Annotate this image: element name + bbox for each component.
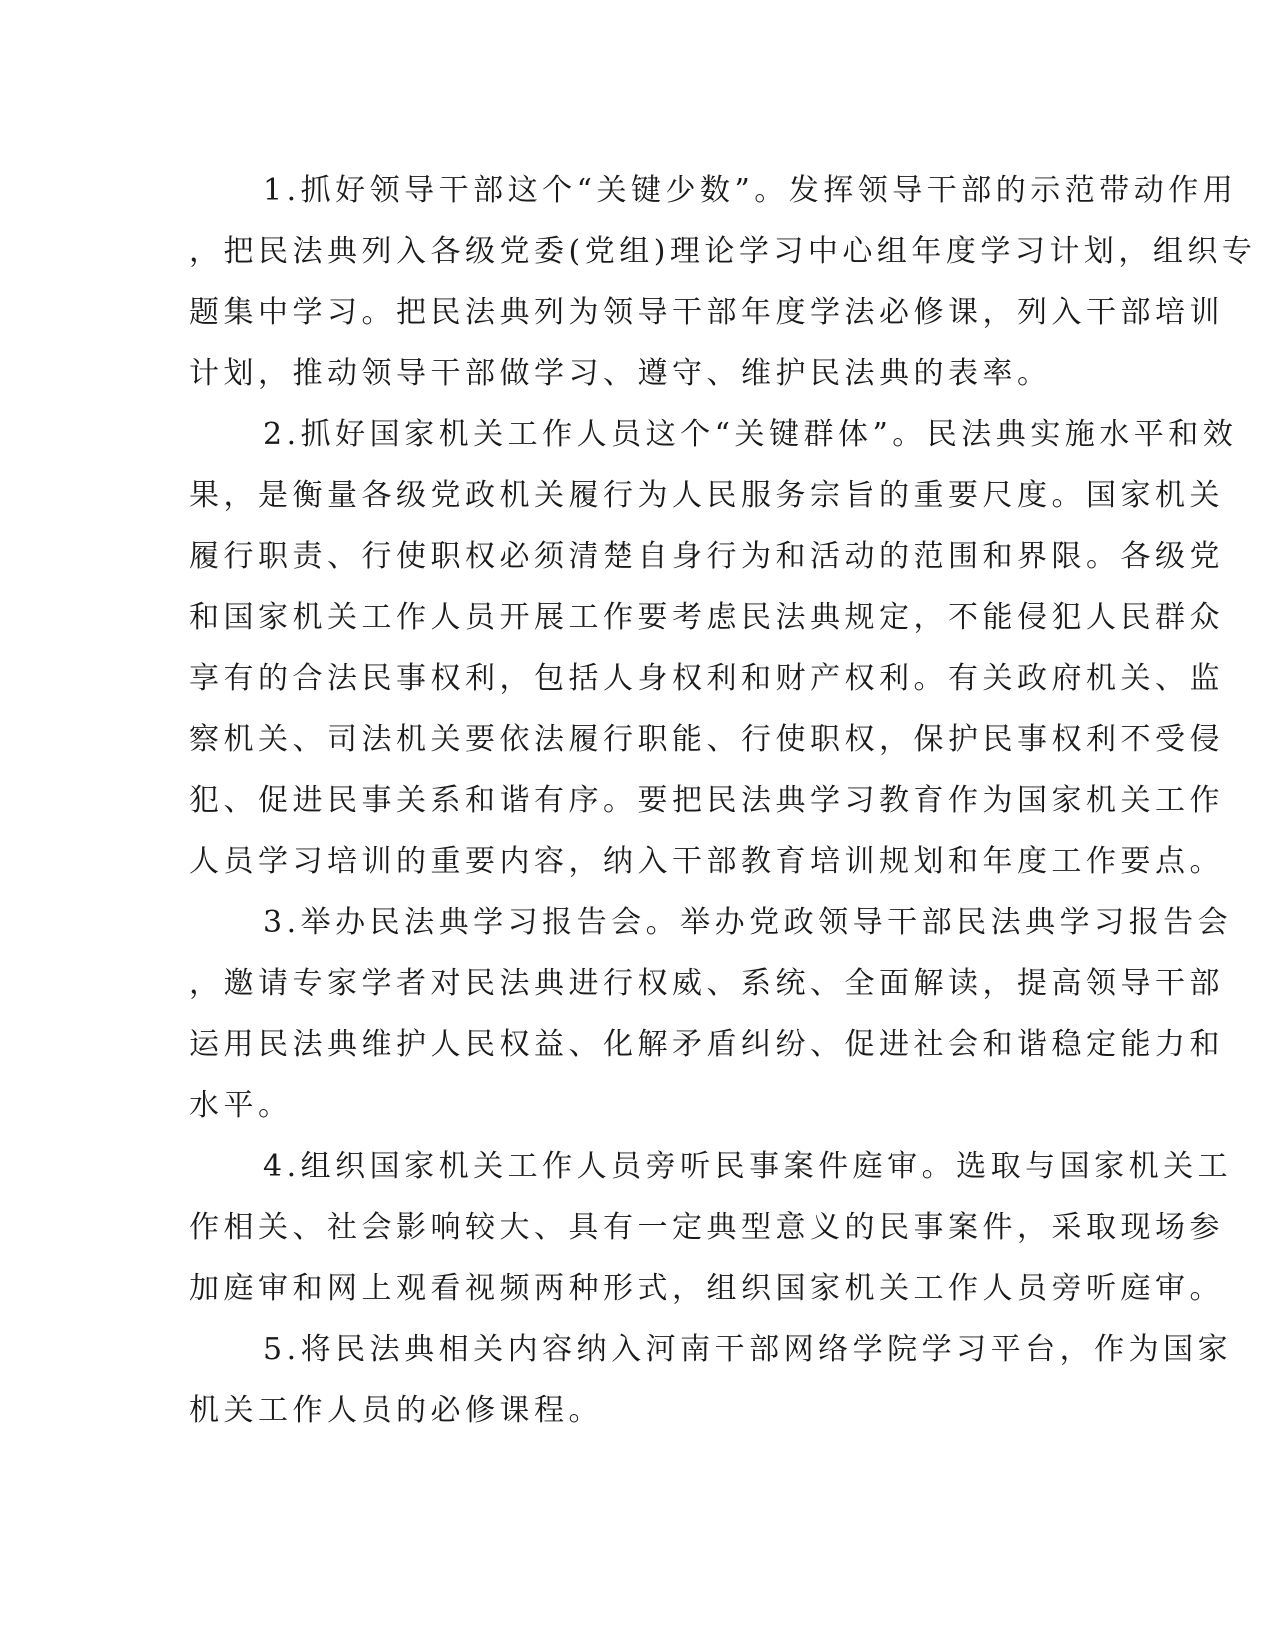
text-line: 作相关、社会影响较大、具有一定典型意义的民事案件，采取现场参 [189, 1210, 1224, 1245]
text-line: ，邀请专家学者对民法典进行权威、系统、全面解读，提高领导干部 [189, 966, 1224, 1001]
text-line: 计划，推动领导干部做学习、遵守、维护民法典的表率。 [189, 356, 1052, 391]
paragraph-3 [189, 892, 1233, 1136]
paragraph-1 [189, 160, 1257, 404]
text-line: 机关工作人员的必修课程。 [189, 1393, 603, 1428]
text-line: 4.组织国家机关工作人员旁听民事案件庭审。选取与国家机关工 [263, 1149, 1233, 1184]
text-line: 果，是衡量各级党政机关履行为人民服务宗旨的重要尺度。国家机关 [189, 478, 1224, 513]
paragraph-2 [189, 404, 1238, 892]
text-line: 犯、促进民事关系和谐有序。要把民法典学习教育作为国家机关工作 [189, 783, 1224, 818]
text-line: 加庭审和网上观看视频两种形式，组织国家机关工作人员旁听庭审。 [189, 1271, 1224, 1306]
text-line: 题集中学习。把民法典列为领导干部年度学法必修课，列入干部培训 [189, 295, 1224, 330]
text-line: 人员学习培训的重要内容，纳入干部教育培训规划和年度工作要点。 [189, 844, 1224, 879]
paragraph-5 [189, 1319, 1233, 1441]
text-line: 1.抓好领导干部这个“关键少数”。发挥领导干部的示范带动作用 [263, 173, 1238, 208]
text-line: 享有的合法民事权利，包括人身权利和财产权利。有关政府机关、监 [189, 661, 1224, 696]
text-line: 察机关、司法机关要依法履行职能、行使职权，保护民事权利不受侵 [189, 722, 1224, 757]
text-line: ，把民法典列入各级党委(党组)理论学习中心组年度学习计划，组织专 [189, 234, 1257, 269]
text-line: 5.将民法典相关内容纳入河南干部网络学院学习平台，作为国家 [263, 1332, 1233, 1367]
paragraph-4 [189, 1136, 1233, 1319]
text-line: 水平。 [189, 1088, 293, 1123]
text-line: 运用民法典维护人民权益、化解矛盾纠纷、促进社会和谐稳定能力和 [189, 1027, 1224, 1062]
text-line: 和国家机关工作人员开展工作要考虑民法典规定，不能侵犯人民群众 [189, 600, 1224, 635]
text-line: 3.举办民法典学习报告会。举办党政领导干部民法典学习报告会 [263, 905, 1233, 940]
text-line: 履行职责、行使职权必须清楚自身行为和活动的范围和界限。各级党 [189, 539, 1224, 574]
text-line: 2.抓好国家机关工作人员这个“关键群体”。民法典实施水平和效 [263, 417, 1238, 452]
document-body [189, 160, 1257, 1441]
